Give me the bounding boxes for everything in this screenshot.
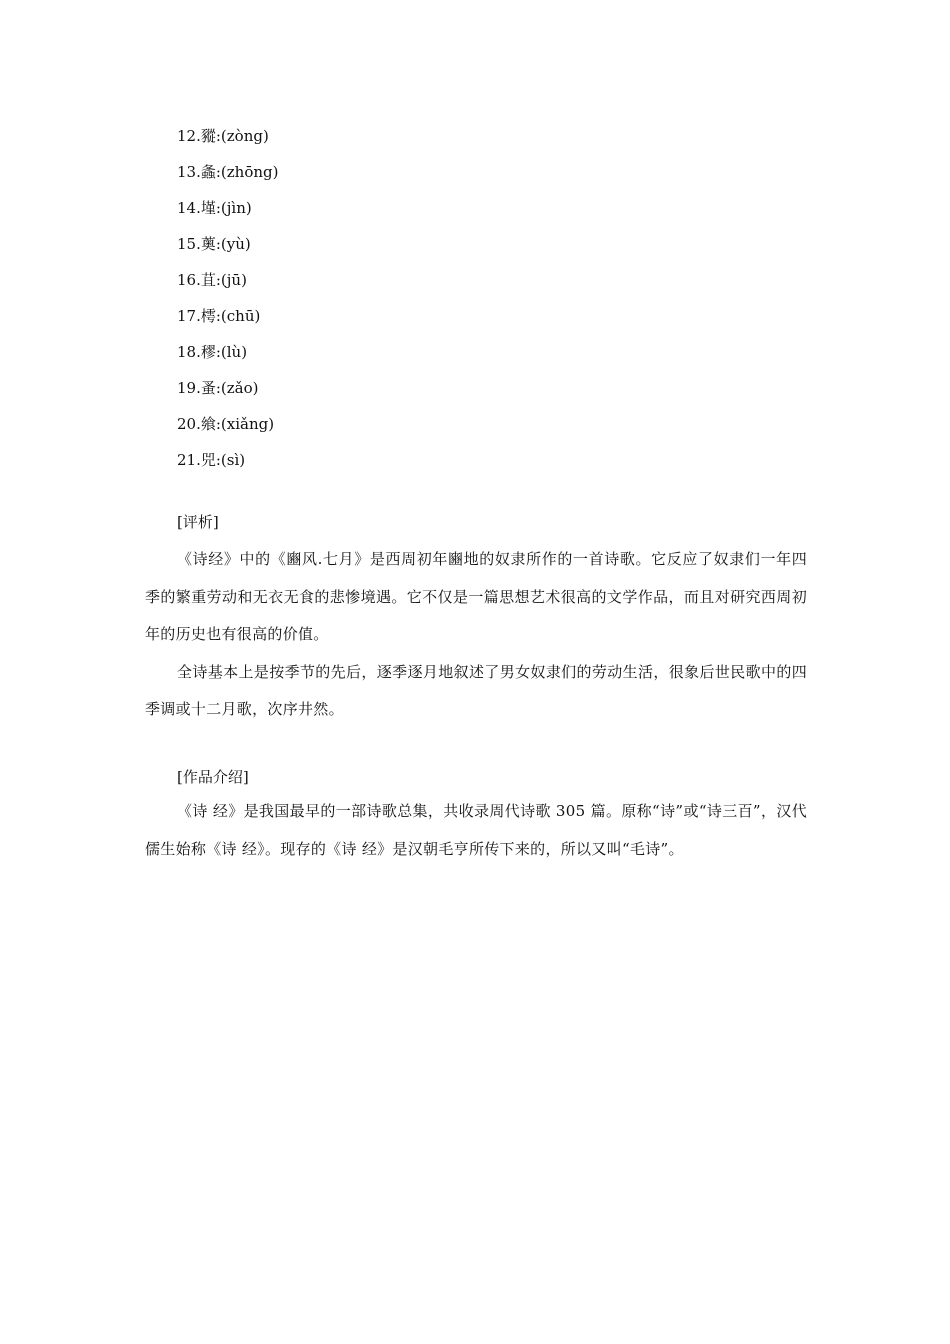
vocabulary-list	[177, 124, 278, 484]
analysis-paragraph: 《诗经》中的《豳风.七月》是西周初年豳地的奴隶所作的一首诗歌。它反应了奴隶们一年四季的繁重劳动和无衣无食的悲惨境遇。它不仅是一篇思想艺术很高的文学作品，而且对研究西周初年的历史也有很高的价值。	[145, 550, 807, 643]
analysis-paragraph: 全诗基本上是按季节的先后，逐季逐月地叙述了男女奴隶们的劳动生活，很象后世民歌中的四季调或十二月歌，次序井然。	[145, 662, 807, 718]
vocab-item: 15.薁:(yù)	[177, 235, 251, 253]
vocab-item: 12.豵:(zòng)	[177, 127, 269, 145]
work-introduction-section	[145, 765, 807, 868]
vocab-item: 18.穋:(lù)	[177, 343, 248, 361]
vocab-item: 17.樗:(chū)	[177, 307, 261, 325]
vocab-item: 19.蚤:(zǎo)	[177, 379, 259, 397]
vocab-item: 21.兕:(sì)	[177, 451, 246, 469]
vocab-item: 14.墐:(jìn)	[177, 199, 252, 217]
vocab-item: 20.飨:(xiǎng)	[177, 415, 275, 433]
analysis-section	[145, 510, 807, 729]
analysis-heading: [评析]	[177, 513, 219, 531]
work-introduction-paragraph: 《诗 经》是我国最早的一部诗歌总集，共收录周代诗歌 305 篇。原称“诗”或“诗三百”，汉代儒生始称《诗 经》。现存的《诗 经》是汉朝毛亨所传下来的，所以又叫“毛诗”。	[145, 802, 807, 858]
work-introduction-heading: [作品介绍]	[177, 768, 249, 786]
vocab-item: 16.苴:(jū)	[177, 271, 247, 289]
vocab-item: 13.螽:(zhōng)	[177, 163, 279, 181]
